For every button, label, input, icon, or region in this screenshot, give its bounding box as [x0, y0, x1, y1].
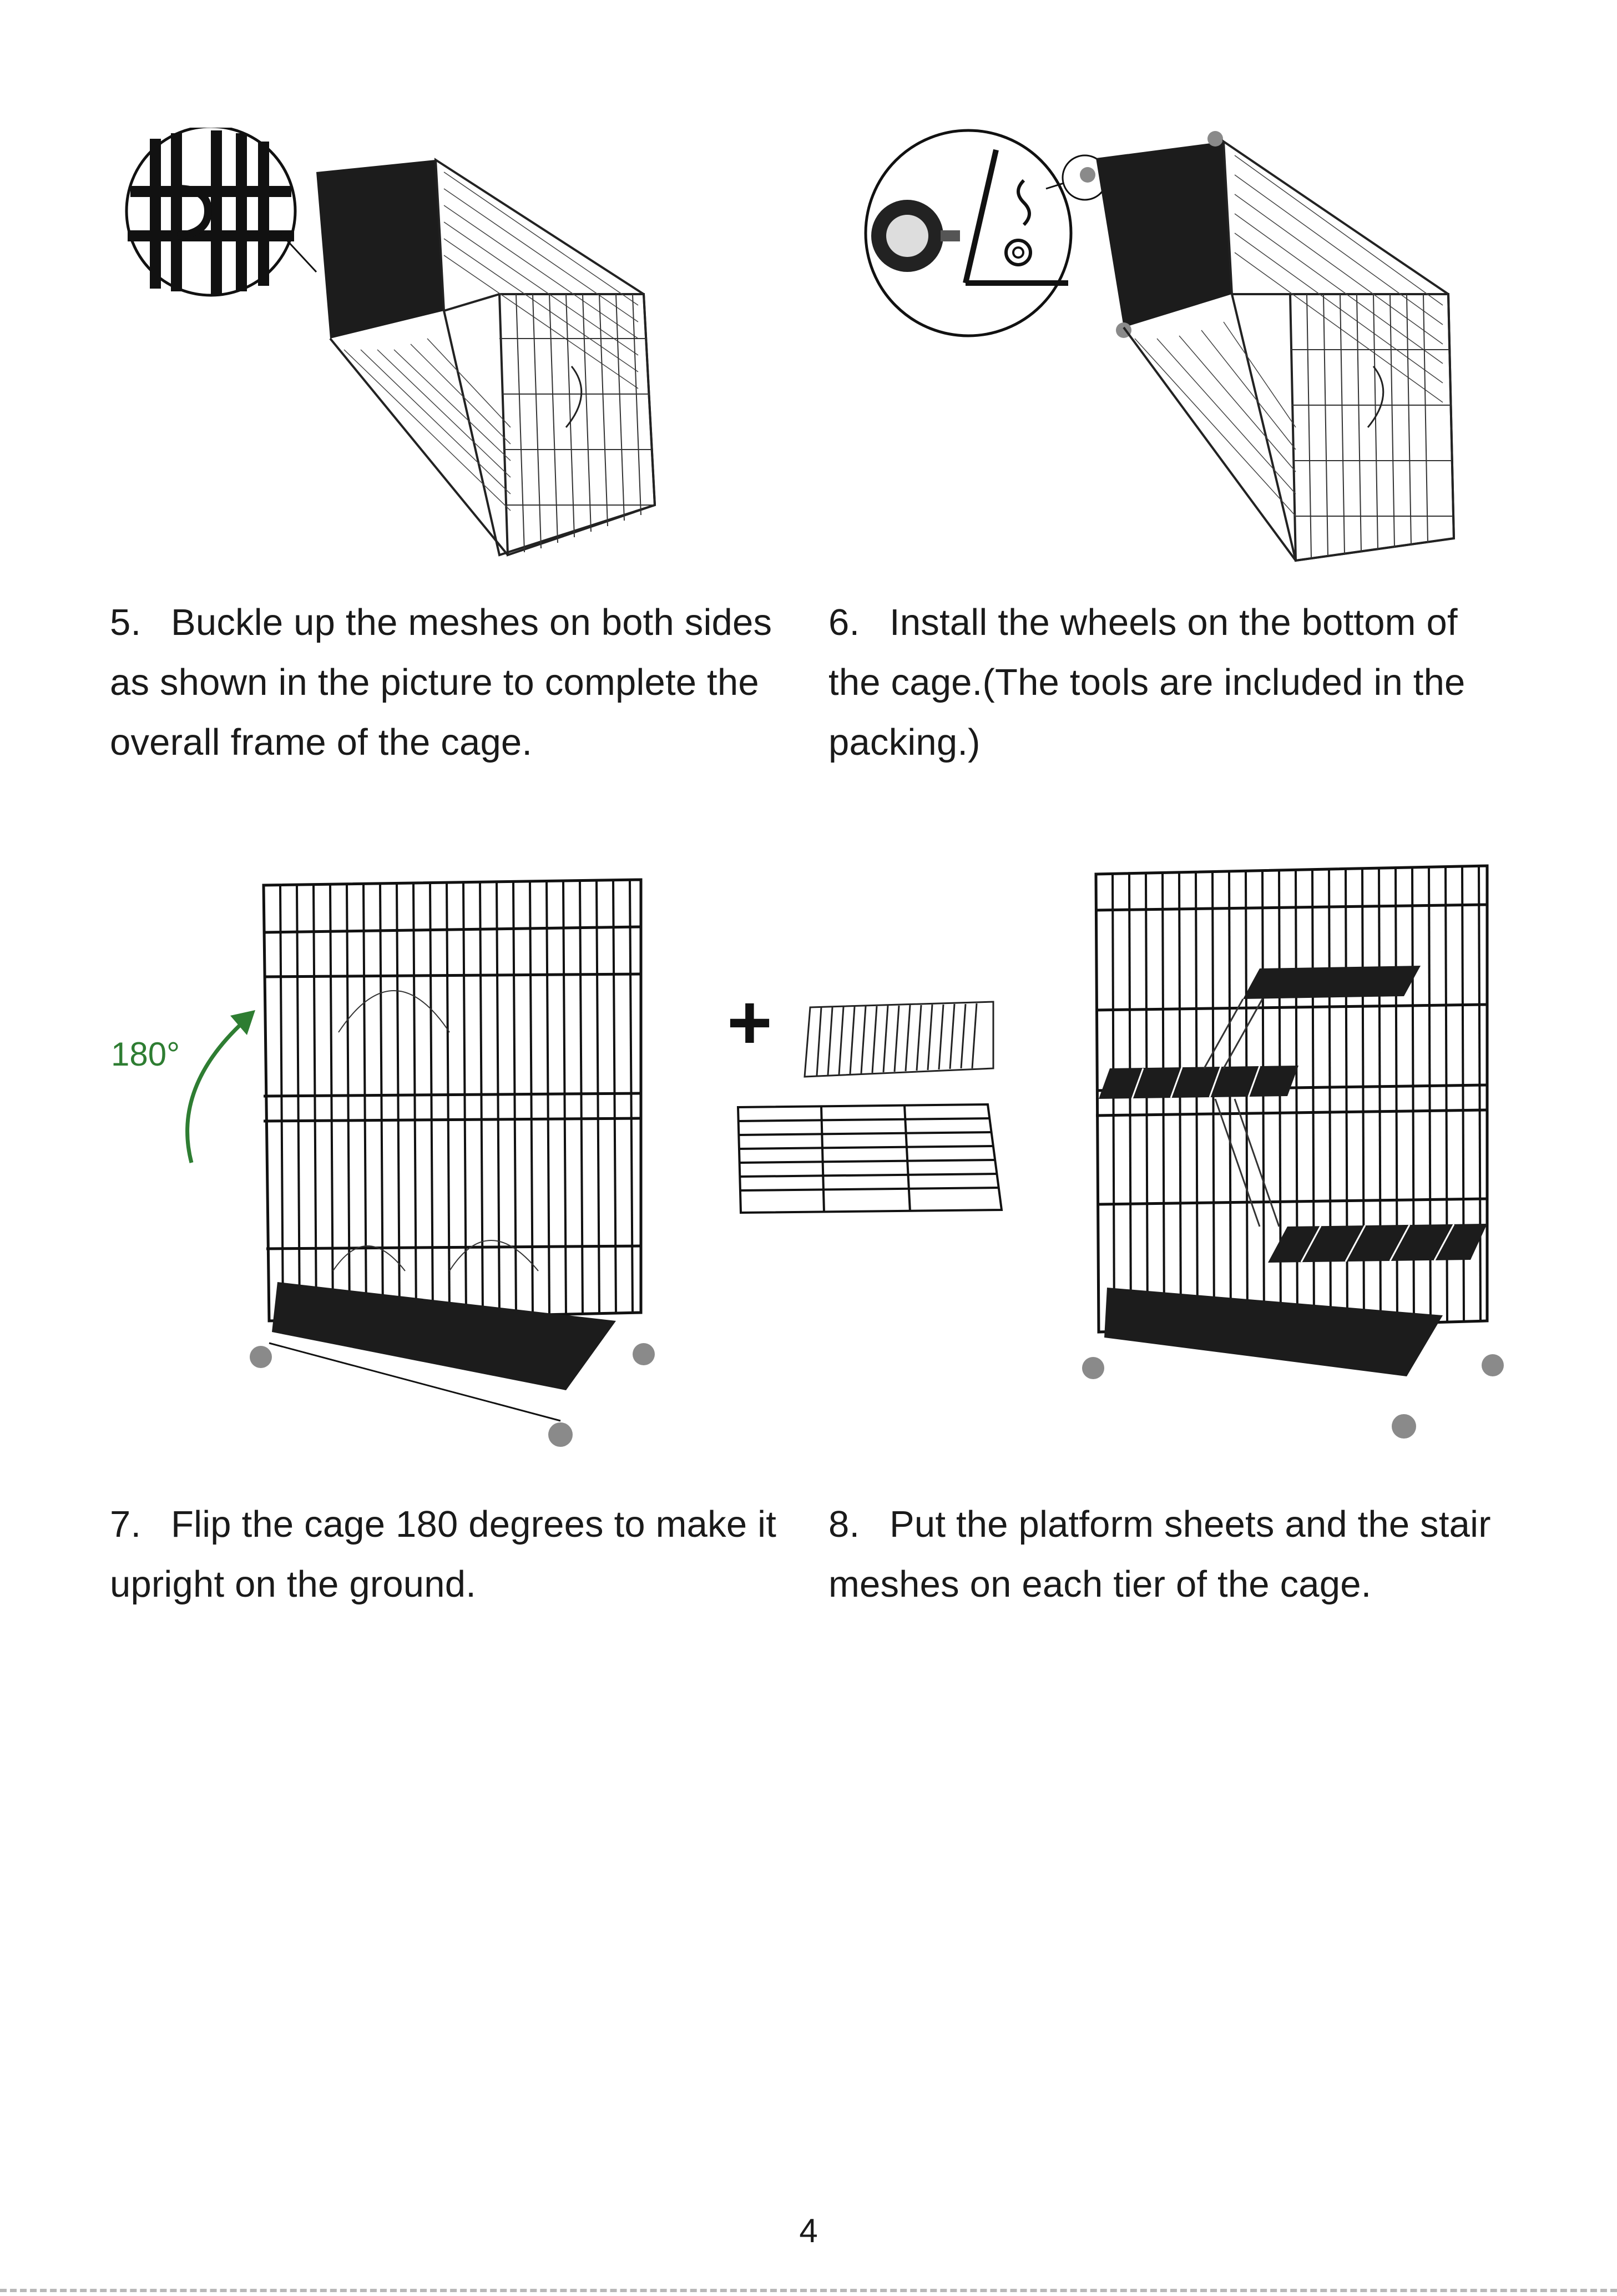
svg-text:+: +: [727, 988, 772, 1066]
platform-sheet: [738, 1104, 1002, 1213]
figure-step-7: [105, 866, 666, 1454]
top-platform: [1243, 966, 1421, 999]
step-7-caption: [110, 1495, 798, 1614]
middle-platform: [1099, 1066, 1298, 1099]
figure-step-6: [857, 128, 1468, 572]
figure-step-5: [111, 128, 688, 572]
caption-line: meshes on each tier of the cage.: [828, 1563, 1372, 1605]
page-number: 4: [799, 2212, 818, 2249]
rotation-label: 180°: [111, 1036, 180, 1073]
footer-divider: [0, 2289, 1617, 2292]
caption-line: Flip the cage 180 degrees to make it: [171, 1503, 777, 1545]
stair-mesh: [805, 1002, 993, 1077]
plus-icon: [727, 988, 772, 1066]
step-5-caption: [110, 593, 792, 773]
caption-line: overall frame of the cage.: [110, 721, 533, 763]
caption-line: as shown in the picture to complete the: [110, 662, 759, 703]
magnifier-detail-icon: [127, 128, 295, 295]
step-number: 7.: [110, 1503, 142, 1545]
wheel-detail-icon: [866, 130, 1071, 336]
rotate-arrow-icon: [111, 1010, 255, 1163]
lower-platform: [1268, 1224, 1487, 1263]
caption-line: Buckle up the meshes on both sides: [171, 602, 772, 643]
figure-step-8: [1077, 849, 1509, 1465]
figure-step-7-parts: [721, 988, 1032, 1227]
step-8-caption: [828, 1495, 1550, 1614]
step-6-caption: [828, 593, 1539, 773]
step-number: 8.: [828, 1503, 860, 1545]
caption-line: Install the wheels on the bottom of: [890, 602, 1458, 643]
caption-line: packing.): [828, 721, 981, 763]
caption-line: Put the platform sheets and the stair: [890, 1503, 1491, 1545]
caption-line: the cage.(The tools are included in the: [828, 662, 1466, 703]
caption-line: upright on the ground.: [110, 1563, 477, 1605]
step-number: 5.: [110, 602, 142, 643]
step-number: 6.: [828, 602, 860, 643]
